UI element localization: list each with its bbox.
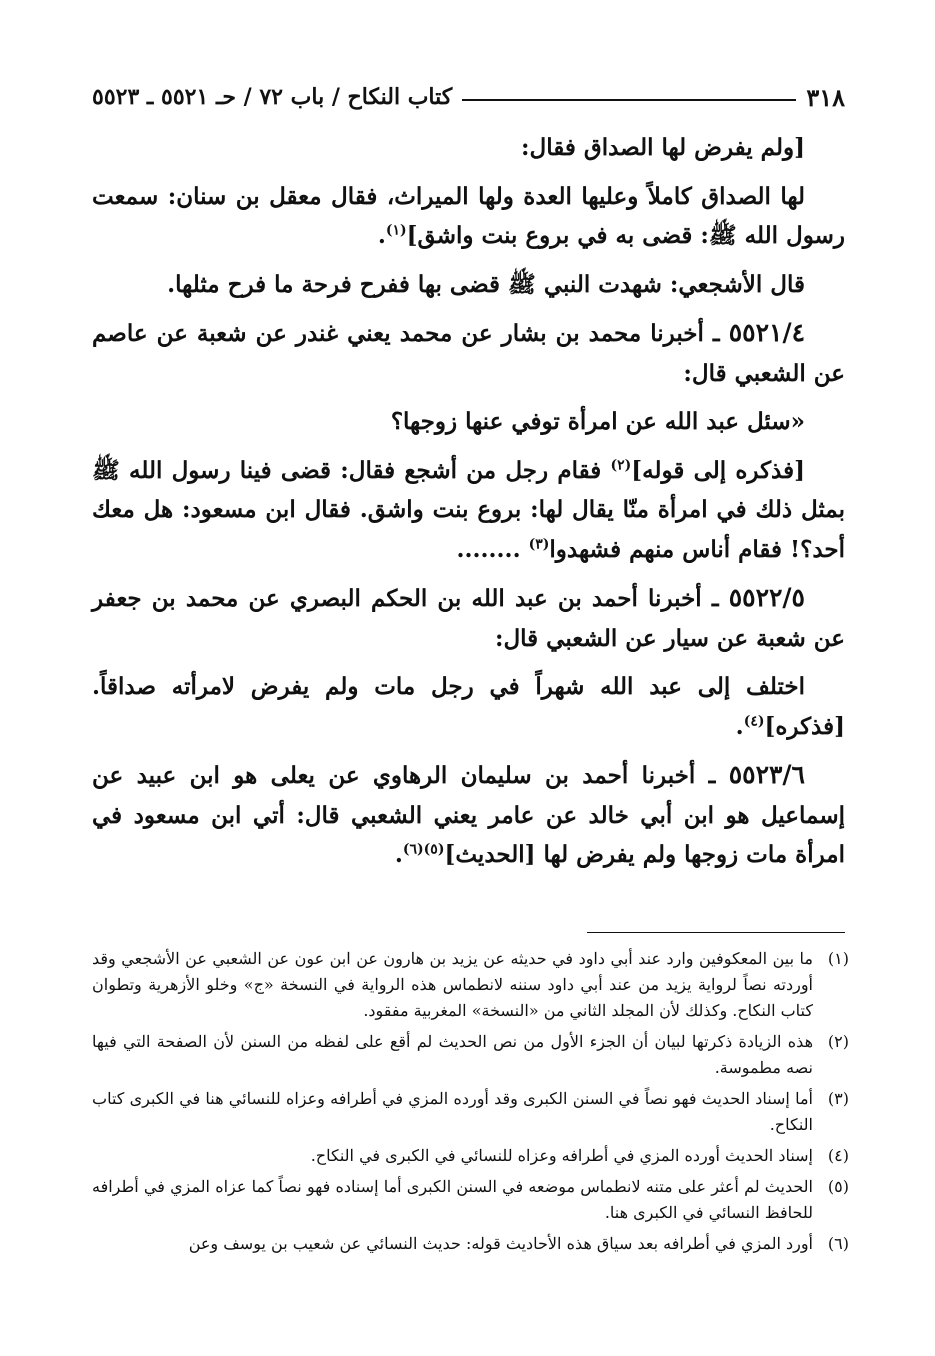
hadith-chain: ـ أخبرنا أحمد بن سليمان الرهاوي عن يعلى هو ابن عبيد عن إسماعيل هو ابن أبي خالد عن عامر يعني الشعبي قال: أتي ابن مسعود في امرأة مات زوجها ولم يفرض لها [الحديث] bbox=[92, 762, 845, 868]
paragraph bbox=[92, 265, 845, 305]
paragraph bbox=[92, 128, 845, 168]
hadith-chain: ـ أخبرنا محمد بن بشار عن محمد يعني غندر عن شعبة عن عاصم عن الشعبي قال: bbox=[92, 320, 845, 387]
hadith-number: ٥٥٢١/٤ bbox=[728, 318, 806, 347]
hadith-chain: ـ أخبرنا أحمد بن عبد الله بن الحكم البصري عن محمد بن جعفر عن شعبة عن سيار عن الشعبي قال: bbox=[92, 585, 845, 652]
footnote bbox=[92, 1174, 849, 1226]
paragraph bbox=[92, 451, 845, 570]
paragraph bbox=[92, 667, 845, 746]
footnote-number: (٢) bbox=[827, 1032, 849, 1051]
footnote-text: أورد المزي في أطرافه بعد سياق هذه الأحاديث قوله: حديث النسائي عن شعيب بن يوسف وعن bbox=[188, 1234, 813, 1253]
footnote-marker: (١) bbox=[385, 222, 407, 239]
hadith-number: ٥٥٢٢/٥ bbox=[728, 583, 805, 612]
footnote bbox=[92, 1029, 849, 1081]
footnote-number: (٦) bbox=[827, 1234, 849, 1253]
paragraph bbox=[92, 177, 845, 256]
footnote-text: ما بين المعكوفين وارد عند أبي داود في حديثه عن يزيد بن هارون عن ابن عون عن الشعبي عن الأشجعي وقد أوردته نصاً لرواية يزيد من عند أبي داود سننه لانطماس هذه الرواية في النسخة «ج» وخلو الأزهرية وتطوان كتاب النكاح. وكذلك لأن المجلد الثاني من «النسخة» المغربية مفقود. bbox=[92, 949, 813, 1020]
text-line: اختلف إلى عبد الله شهراً في رجل مات ولم يفرض لامرأته صداقاً. [فذكره] bbox=[92, 673, 845, 740]
footnote-number: (٤) bbox=[827, 1146, 849, 1165]
footnote-text: أما إسناد الحديث فهو نصاً في السنن الكبرى وقد أورده المزي في أطرافه وعزاه للنسائي هنا في الكبرى كتاب النكاح. bbox=[92, 1089, 814, 1134]
footnote-number: (١) bbox=[827, 949, 849, 968]
footnote-marker: (٤) bbox=[743, 712, 765, 729]
hadith-entry bbox=[92, 578, 845, 658]
footnote bbox=[92, 1231, 849, 1257]
text-line: لها الصداق كاملاً وعليها العدة ولها الميراث، فقال معقل بن سنان: سمعت رسول الله ﷺ: قضى به في بروع بنت واشق] bbox=[92, 182, 845, 249]
footnote-number: (٣) bbox=[827, 1089, 849, 1108]
chapter-title: كتاب النكاح / باب ٧٢ / حـ ٥٥٢١ ـ ٥٥٢٣ bbox=[92, 84, 453, 110]
text-line: [ولم يفرض لها الصداق فقال: bbox=[521, 134, 805, 161]
page-number: ٣١٨ bbox=[806, 82, 845, 112]
punctuation: . bbox=[377, 222, 386, 249]
footnotes bbox=[92, 946, 849, 1262]
punctuation: . bbox=[735, 712, 744, 740]
footnote bbox=[92, 946, 849, 1024]
footnote-number: (٥) bbox=[827, 1177, 849, 1196]
footnote bbox=[92, 1143, 849, 1169]
footnote-text: الحديث لم أعثر على متنه لانطماس موضعه في السنن الكبرى أما إسناده فهو نصاً كما عزاه المزي في أطرافه للحافظ النسائي في الكبرى هنا. bbox=[92, 1177, 813, 1222]
ellipsis: ........ bbox=[456, 535, 529, 563]
text-line: فقام رجل من أشجع فقال: قضى فينا رسول الله ﷺ بمثل ذلك في امرأة منّا يقال لها: بروع بنت واشق. فقال ابن مسعود: هل معك أحد؟! فقام أناس منهم فشهدوا bbox=[92, 456, 845, 563]
hadith-entry bbox=[92, 755, 845, 875]
footnote-text: هذه الزيادة ذكرتها لبيان أن الجزء الأول من نص الحديث لم أقع على لفظه من السنن لأن الصفحة التي فيها نصه مطموسة. bbox=[92, 1032, 814, 1077]
footnote bbox=[92, 1086, 849, 1138]
footnote-marker: (٣) bbox=[528, 535, 550, 552]
header-rule bbox=[462, 99, 796, 101]
text-line: [فذكره إلى قوله] bbox=[631, 456, 806, 484]
punctuation: . bbox=[394, 841, 403, 868]
hadith-number: ٥٥٢٣/٦ bbox=[728, 760, 805, 789]
paragraph bbox=[92, 402, 845, 442]
footnote-text: إسناد الحديث أورده المزي في أطرافه وعزاه للنسائي في الكبرى في النكاح. bbox=[310, 1146, 813, 1165]
hadith-entry bbox=[92, 313, 845, 393]
main-text bbox=[92, 128, 845, 884]
running-header bbox=[92, 80, 845, 114]
footnote-marker: (٥)(٦) bbox=[402, 841, 445, 858]
text-line: «سئل عبد الله عن امرأة توفي عنها زوجها؟ bbox=[390, 408, 805, 435]
footnote-separator bbox=[587, 932, 845, 933]
footnote-marker: (٢) bbox=[610, 456, 632, 473]
text-line: قال الأشجعي: شهدت النبي ﷺ قضى بها ففرح فرحة ما فرح مثلها. bbox=[167, 270, 805, 298]
